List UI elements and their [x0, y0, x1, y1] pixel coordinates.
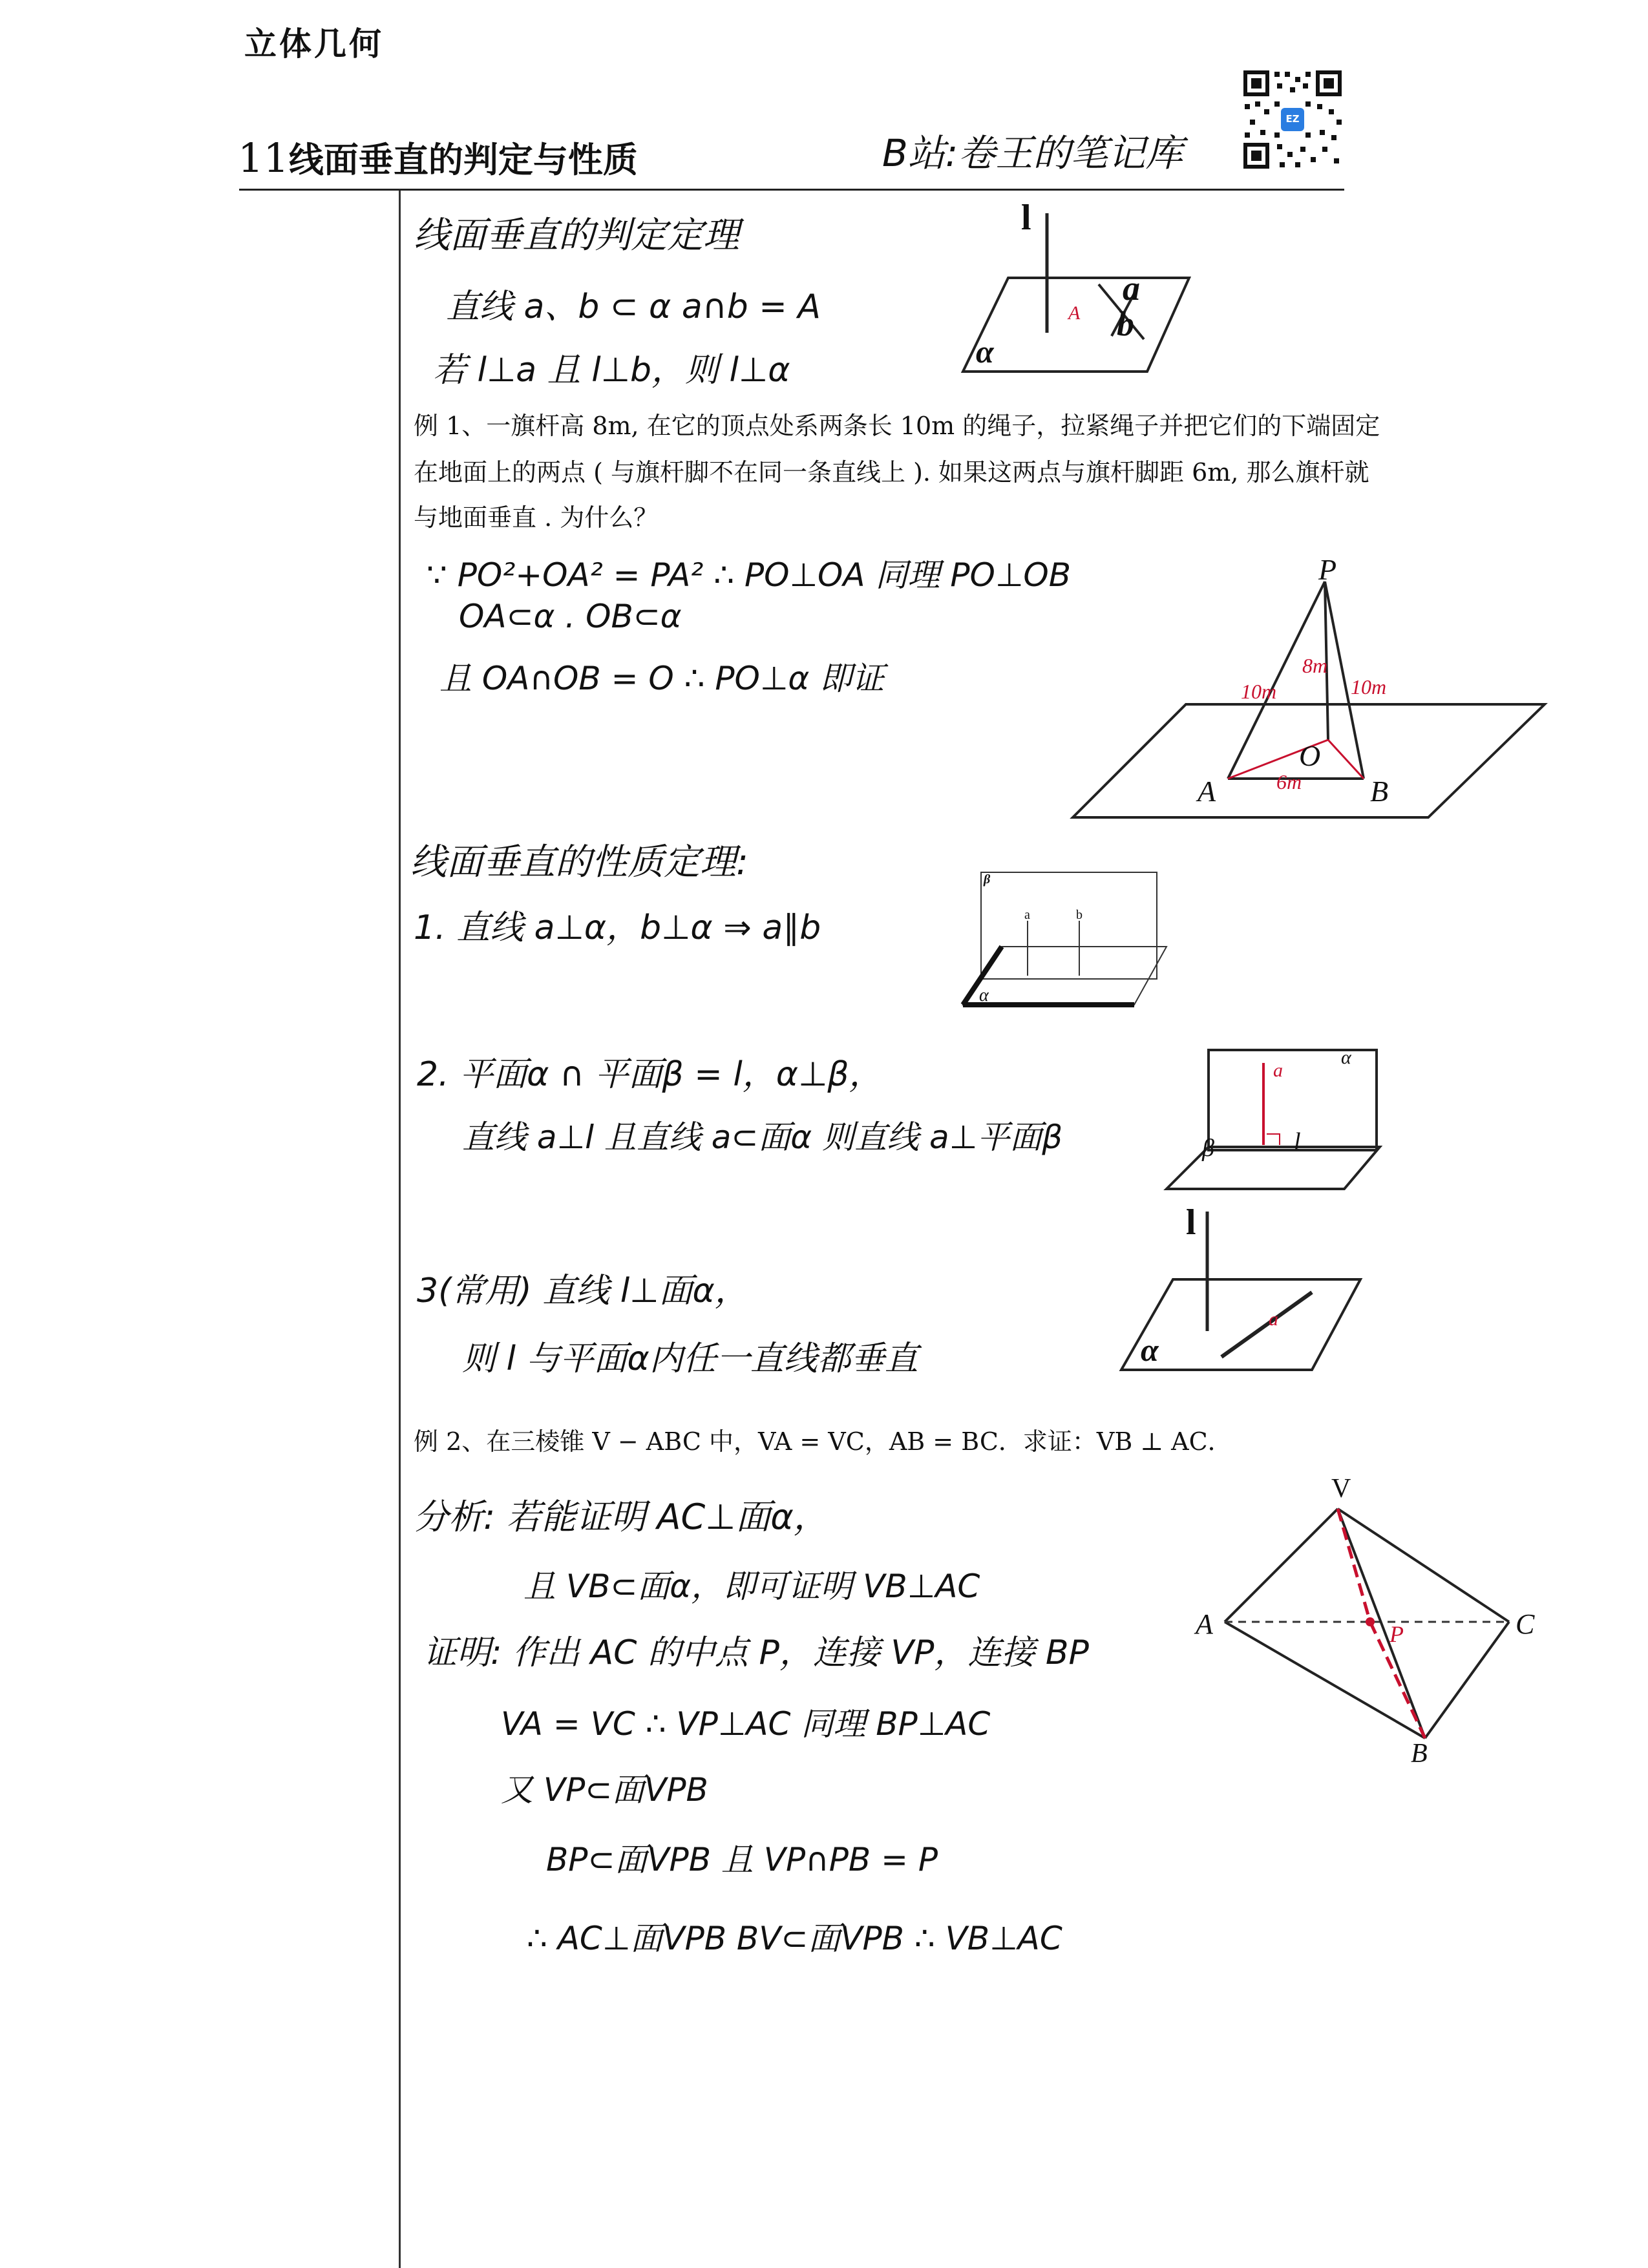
pyramid-B: B [1411, 1739, 1428, 1769]
property-fig1-b: b [1076, 908, 1083, 922]
judgement-fig-A: A [1068, 302, 1081, 324]
example1-solution-line3: 且 OA∩OB = O ∴ PO⊥α 即证 [439, 660, 885, 697]
flagpole-figure [1066, 562, 1558, 834]
pyramid-A: A [1196, 1608, 1213, 1640]
property-fig1-beta: β [984, 872, 991, 887]
qr-badge: EZ [1285, 113, 1300, 125]
pyramid-V: V [1331, 1474, 1351, 1504]
chapter-number: 11 [238, 134, 289, 182]
property-fig3-l: l [1186, 1202, 1196, 1243]
example2-proof-line2: VA = VC ∴ VP⊥AC 同理 BP⊥AC [501, 1705, 991, 1743]
example1-solution-line1: ∵ PO²+OA² = PA² ∴ PO⊥OA 同理 PO⊥OB [427, 556, 1072, 594]
judgement-title: 线面垂直的判定定理 [414, 215, 739, 257]
pyramid-figure [1215, 1493, 1519, 1751]
chapter-heading [238, 132, 638, 182]
margin-line [399, 191, 401, 2268]
example1-solution-line2: OA⊂α . OB⊂α [459, 598, 682, 635]
flagpole-label-po: 8m [1302, 654, 1328, 677]
property-item3-line2: 则 l 与平面α内任一直线都垂直 [462, 1339, 918, 1378]
subject-title: 立体几何 [244, 25, 384, 63]
property-fig1-alpha: α [979, 985, 989, 1005]
example1-line3: 与地面垂直 . 为什么？ [414, 503, 659, 532]
property-fig1-a: a [1024, 908, 1030, 922]
property-title: 线面垂直的性质定理: [410, 841, 748, 883]
chapter-title: 线面垂直的判定与性质 [288, 139, 638, 180]
pyramid-C: C [1516, 1608, 1535, 1640]
example2-analysis-line2: 且 VB⊂面α，即可证明 VB⊥AC [523, 1568, 980, 1605]
judgement-line2: 若 l⊥a 且 l⊥b，则 l⊥α [433, 351, 790, 390]
flagpole-label-ab: 6m [1276, 770, 1302, 793]
header-rule [239, 189, 1344, 191]
header [0, 0, 1648, 194]
pyramid-P: P [1389, 1621, 1404, 1647]
property-fig3-a: a [1269, 1308, 1278, 1330]
property-fig2-beta: β [1202, 1135, 1214, 1162]
example2-text: 例 2、在三棱锥 V − ABC 中，VA = VC，AB = BC．求证：VB ⊥ AC． [414, 1427, 1232, 1456]
flagpole-P: P [1318, 553, 1337, 586]
author-note: B站:卷王的笔记库 [882, 131, 1183, 175]
example2-analysis-line1: 分析: 若能证明 AC⊥面α， [414, 1496, 829, 1537]
example2-proof-line3: 又 VP⊂面VPB [501, 1771, 708, 1809]
example2-proof-line1: 证明: 作出 AC 的中点 P，连接 VP，连接 BP [423, 1633, 1089, 1672]
property-item2-line1: 2. 平面α ∩ 平面β = l，α⊥β， [417, 1055, 883, 1094]
qr-code [1241, 68, 1344, 171]
property-fig1 [956, 869, 1176, 1014]
example1-line2: 在地面上的两点 ( 与旗杆脚不在同一条直线上 ). 如果这两点与旗杆脚距 6m, 那么旗杆就 [414, 458, 1369, 487]
property-item1: 1. 直线 a⊥α，b⊥α ⇒ a∥b [414, 908, 821, 947]
property-item2-line2: 直线 a⊥l 且直线 a⊂面α 则直线 a⊥平面β [462, 1118, 1063, 1156]
flagpole-B: B [1370, 775, 1389, 808]
example2-proof-line4: BP⊂面VPB 且 VP∩PB = P [546, 1841, 938, 1878]
judgement-fig-l: l [1021, 198, 1031, 238]
example2-proof-line5: ∴ AC⊥面VPB BV⊂面VPB ∴ VB⊥AC [527, 1920, 1062, 1957]
judgement-fig-b: b [1117, 304, 1134, 343]
property-fig2-alpha: α [1341, 1047, 1351, 1068]
flagpole-O: O [1299, 739, 1321, 772]
property-fig2-a: a [1273, 1060, 1283, 1081]
flagpole-label-pa: 10m [1241, 680, 1277, 703]
example1-line1: 例 1、一旗杆高 8m, 在它的顶点处系两条长 10m 的绳子，拉紧绳子并把它们的下端固定 [414, 412, 1380, 440]
property-fig2-l: l [1294, 1128, 1301, 1155]
property-fig3-alpha: α [1141, 1332, 1159, 1368]
judgement-fig-alpha: α [976, 333, 994, 370]
flagpole-A: A [1198, 775, 1216, 808]
flagpole-label-pb: 10m [1351, 675, 1387, 698]
judgement-fig-a: a [1123, 269, 1140, 308]
property-item3-line1: 3(常用) 直线 l⊥面α， [417, 1272, 748, 1310]
judgement-line1: 直线 a、b ⊂ α a∩b = A [446, 288, 821, 326]
